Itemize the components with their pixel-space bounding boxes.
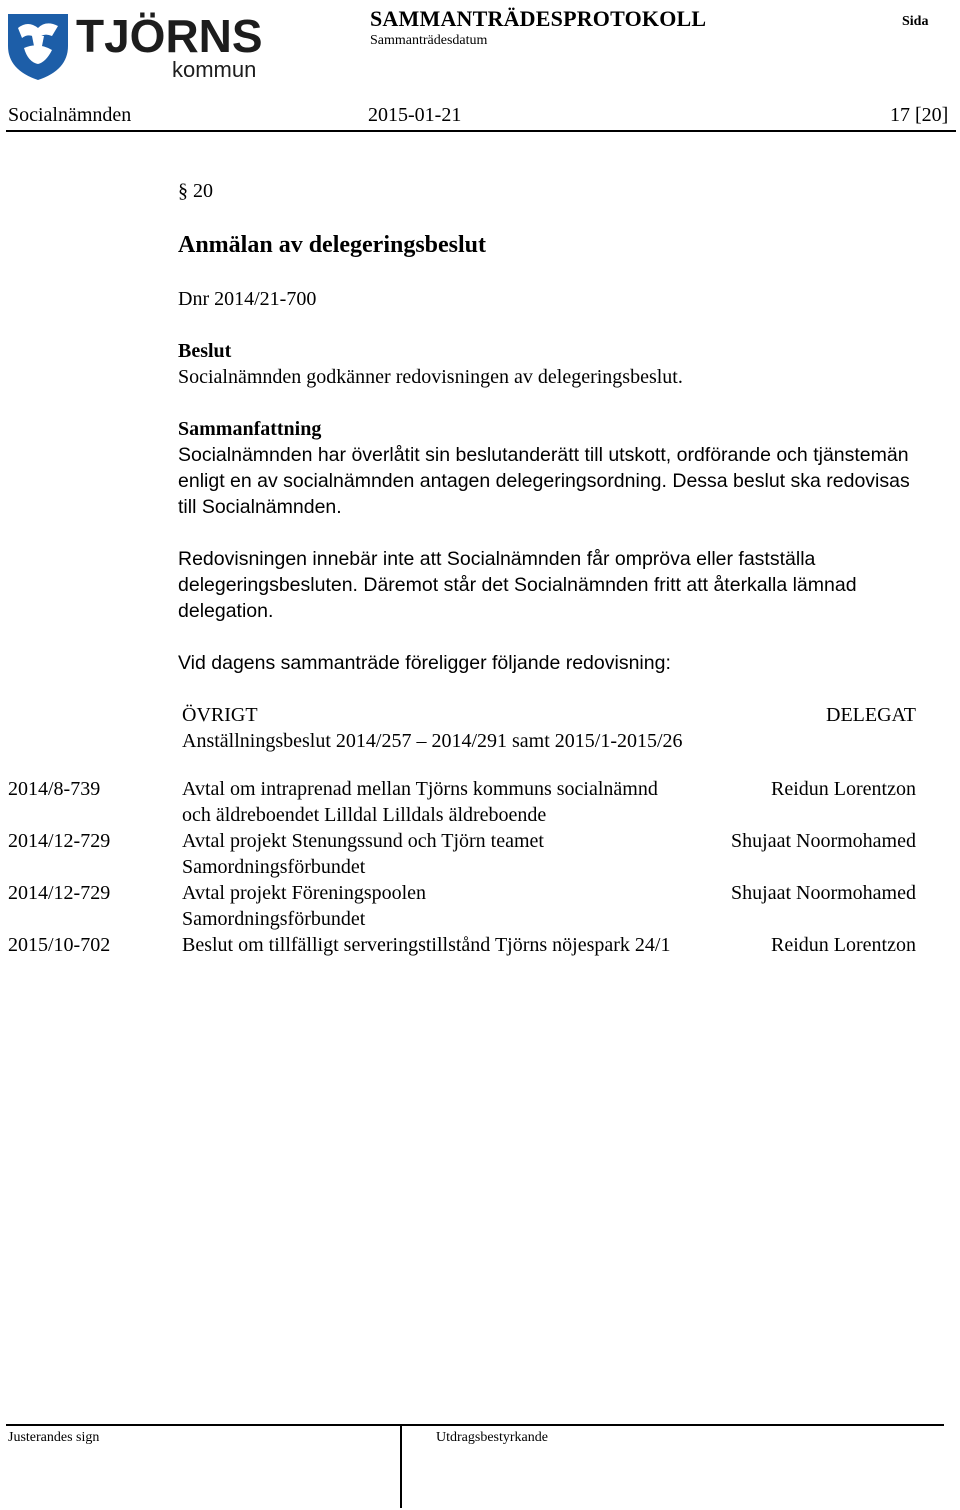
committee-name: Socialnämnden bbox=[8, 104, 132, 126]
row-delegat: Reidun Lorentzon bbox=[771, 934, 916, 956]
employment-decisions-line: Anställningsbeslut 2014/257 – 2014/291 samt 2015/1-2015/26 bbox=[182, 730, 683, 752]
header-divider bbox=[6, 130, 956, 132]
meeting-date: 2015-01-21 bbox=[368, 104, 462, 126]
logo-wordmark: TJÖRNS bbox=[76, 10, 263, 62]
footer-divider bbox=[6, 1424, 944, 1426]
decision-heading: Beslut bbox=[178, 340, 232, 362]
row-delegat: Shujaat Noormohamed bbox=[731, 830, 916, 852]
report-intro: Vid dagens sammanträde föreligger följande redovisning: bbox=[178, 652, 671, 674]
redovisning-line: delegation. bbox=[178, 600, 274, 622]
row-description-cont: Samordningsförbundet bbox=[182, 856, 366, 878]
section-title: Anmälan av delegeringsbeslut bbox=[178, 232, 487, 258]
row-case-number: 2014/12-729 bbox=[8, 830, 111, 852]
summary-line: Socialnämnden har överlåtit sin beslutanderätt till utskott, ordförande och tjänstemän bbox=[178, 444, 909, 466]
logo-subtext: kommun bbox=[172, 57, 257, 82]
row-description: Avtal om intraprenad mellan Tjörns kommuns socialnämnd bbox=[182, 778, 658, 800]
coat-of-arms-icon bbox=[8, 14, 68, 80]
row-description: Avtal projekt Stenungssund och Tjörn teamet bbox=[182, 830, 544, 852]
delegat-column-header: DELEGAT bbox=[826, 704, 916, 726]
document-title: SAMMANTRÄDESPROTOKOLL bbox=[370, 6, 707, 31]
signature-label: Justerandes sign bbox=[8, 1430, 100, 1445]
row-case-number: 2014/12-729 bbox=[8, 882, 111, 904]
summary-line: enligt en av socialnämnden antagen delegeringsordning. Dessa beslut ska redovisas bbox=[178, 470, 910, 492]
row-delegat: Shujaat Noormohamed bbox=[731, 882, 916, 904]
meeting-date-label: Sammanträdesdatum bbox=[370, 33, 488, 48]
redovisning-line: delegeringsbesluten. Däremot står det Socialnämnden fritt att återkalla lämnad bbox=[178, 574, 857, 596]
row-case-number: 2014/8-739 bbox=[8, 778, 101, 800]
row-description-cont: och äldreboendet Lilldal Lilldals äldreboende bbox=[182, 804, 547, 826]
decision-text: Socialnämnden godkänner redovisningen av delegeringsbeslut. bbox=[178, 366, 683, 388]
row-delegat: Reidun Lorentzon bbox=[771, 778, 916, 800]
tjorns-kommun-logo bbox=[6, 6, 268, 82]
page-number: 17 [20] bbox=[890, 104, 949, 126]
row-description: Beslut om tillfälligt serveringstillstånd Tjörns nöjespark 24/1 bbox=[182, 934, 671, 956]
row-case-number: 2015/10-702 bbox=[8, 934, 111, 956]
summary-line: till Socialnämnden. bbox=[178, 496, 342, 518]
category-heading: ÖVRIGT bbox=[182, 704, 258, 726]
summary-heading: Sammanfattning bbox=[178, 418, 322, 440]
paragraph-number: § 20 bbox=[178, 180, 213, 202]
case-number: Dnr 2014/21-700 bbox=[178, 288, 317, 310]
footer-column-divider bbox=[400, 1424, 402, 1508]
row-description: Avtal projekt Föreningspoolen bbox=[182, 882, 427, 904]
extract-certification-label: Utdragsbestyrkande bbox=[436, 1430, 548, 1445]
redovisning-line: Redovisningen innebär inte att Socialnämnden får ompröva eller fastställa bbox=[178, 548, 816, 570]
row-description-cont: Samordningsförbundet bbox=[182, 908, 366, 930]
page-label: Sida bbox=[902, 14, 929, 29]
